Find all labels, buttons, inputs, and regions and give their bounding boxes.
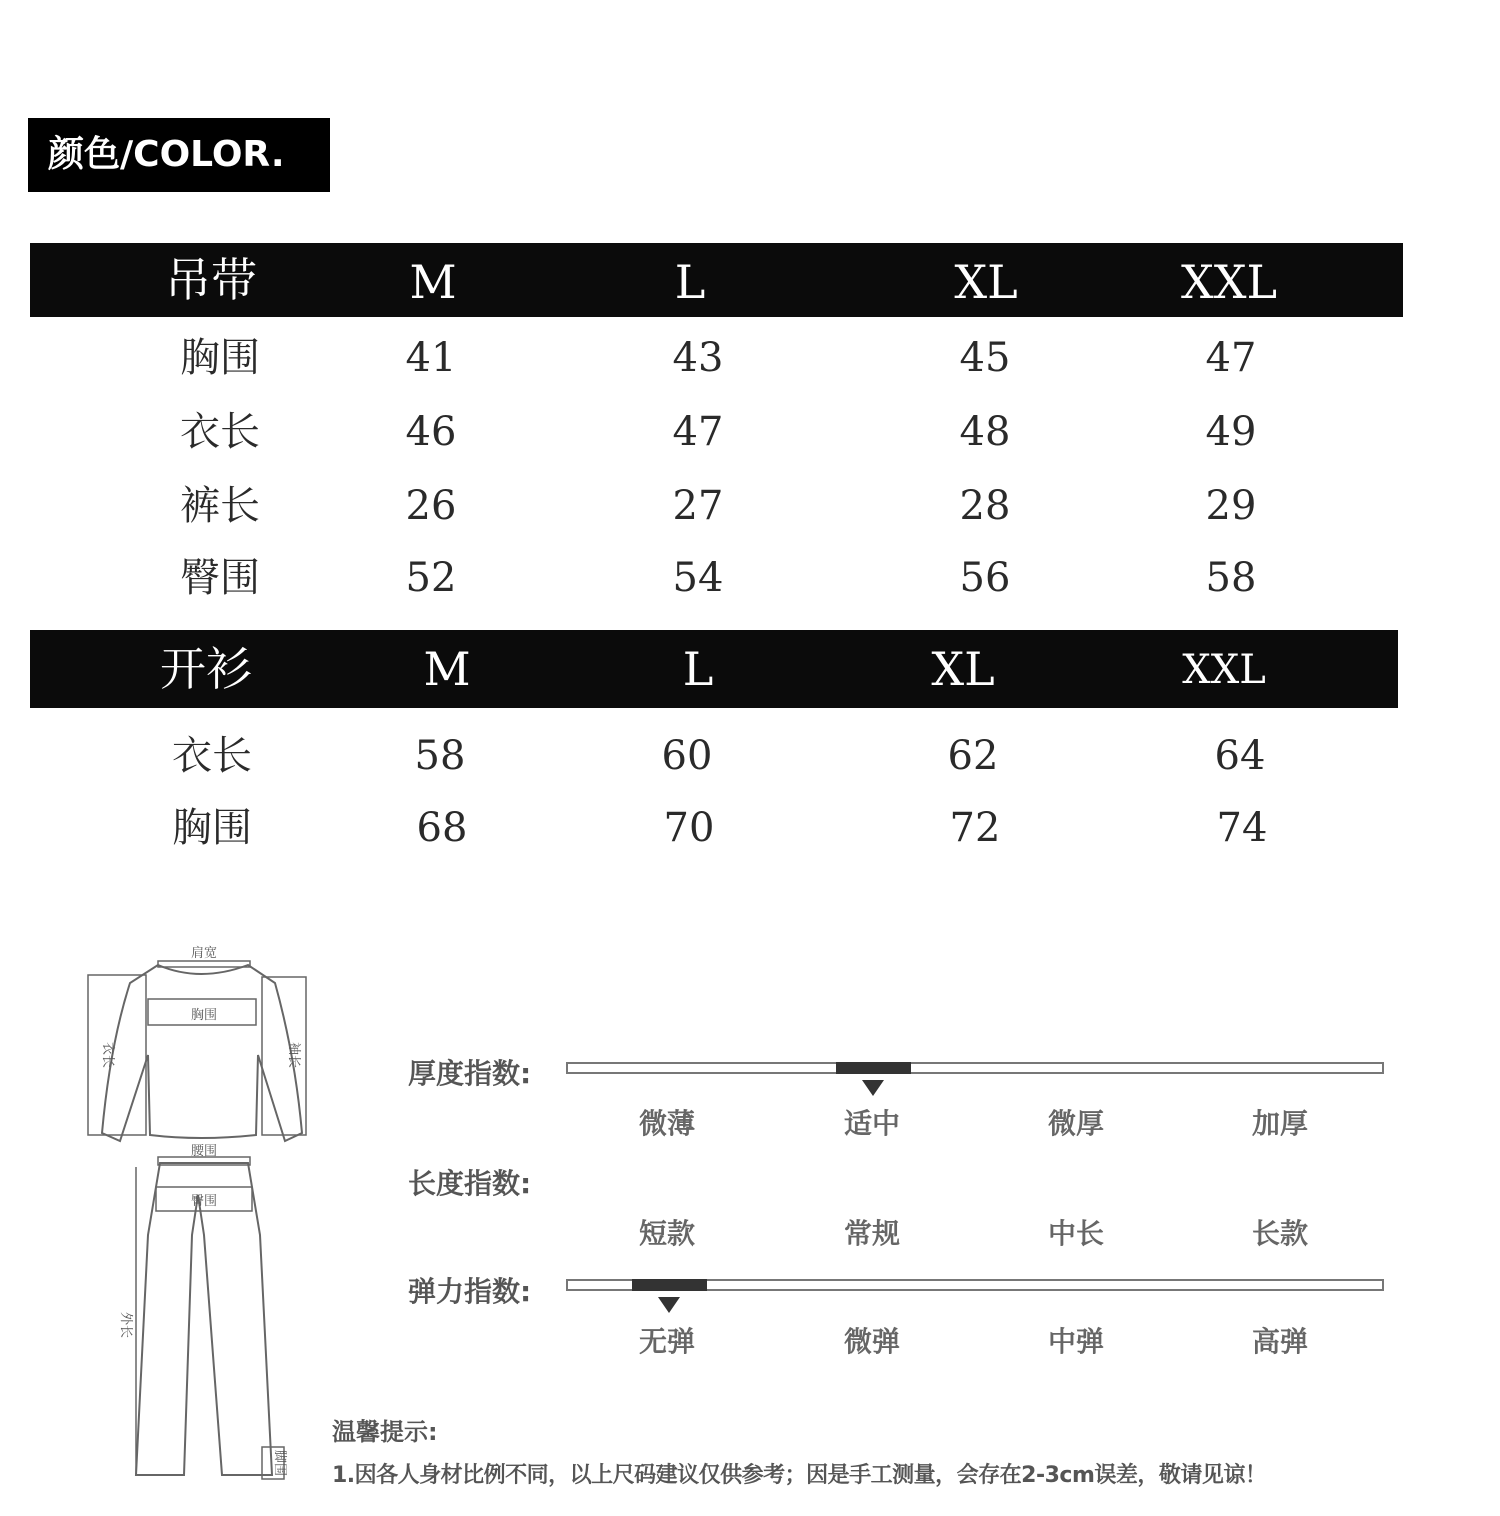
- strap-row-label: 臀围: [180, 555, 260, 601]
- cardigan-cell: 68: [416, 805, 468, 851]
- thickness-option: 加厚: [1251, 1107, 1309, 1140]
- elasticity-index-label: 弹力指数:: [408, 1275, 532, 1308]
- elasticity-option: 高弹: [1251, 1325, 1309, 1358]
- cardigan-row-label: 衣长: [172, 733, 252, 779]
- strap-cell: 48: [959, 409, 1011, 455]
- strap-cell: 28: [959, 483, 1011, 529]
- cardigan-cell: 60: [661, 733, 713, 779]
- cardigan-table-header: [30, 630, 1398, 708]
- strap-cell: 26: [405, 483, 457, 529]
- cardigan-header-size-xxl: XXL: [1182, 647, 1266, 693]
- strap-header-size-xxl: XXL: [1180, 255, 1278, 309]
- thickness-option: 微薄: [638, 1107, 696, 1140]
- cardigan-cell: 74: [1216, 805, 1268, 851]
- thickness-pointer-icon: [862, 1080, 884, 1096]
- color-tag: 颜色/COLOR.: [28, 118, 330, 192]
- strap-row-label: 裤长: [180, 483, 260, 529]
- shoulder-label: 肩宽: [190, 946, 218, 961]
- thickness-index-label: 厚度指数:: [408, 1057, 532, 1090]
- sleeve-label: 袖长: [286, 1041, 301, 1069]
- elasticity-pointer-icon: [658, 1297, 680, 1313]
- top-garment-outline: [102, 965, 302, 1141]
- strap-cell: 52: [405, 555, 457, 601]
- leg-opening-label: 脚围: [272, 1449, 287, 1477]
- shoulder-measure-line: [158, 961, 250, 967]
- cardigan-cell: 62: [947, 733, 999, 779]
- strap-cell: 27: [672, 483, 724, 529]
- thickness-scale-bar: [566, 1062, 1384, 1074]
- cardigan-cell: 70: [663, 805, 715, 851]
- cardigan-table-body: [30, 730, 1398, 860]
- strap-cell: 47: [672, 409, 724, 455]
- elasticity-option: 微弹: [843, 1325, 901, 1358]
- strap-cell: 45: [959, 335, 1011, 381]
- elasticity-selected-mark: [632, 1279, 707, 1291]
- outer-length-label: 外长: [118, 1311, 133, 1339]
- length-option: 短款: [638, 1217, 696, 1250]
- waist-label: 腰围: [190, 1144, 218, 1159]
- strap-table-body: [30, 330, 1403, 620]
- length-index-label: 长度指数:: [408, 1167, 532, 1200]
- elasticity-option: 无弹: [638, 1325, 696, 1358]
- cardigan-header-title: 开衫: [160, 642, 252, 696]
- cardigan-cell: 64: [1214, 733, 1266, 779]
- length-option: 中长: [1047, 1217, 1105, 1250]
- elasticity-option: 中弹: [1047, 1325, 1105, 1358]
- strap-cell: 54: [672, 555, 724, 601]
- chest-label: 胸围: [190, 1008, 218, 1023]
- strap-cell: 49: [1205, 409, 1257, 455]
- strap-header-title: 吊带: [165, 253, 257, 307]
- strap-header-size-m: M: [409, 255, 457, 309]
- length-measure-box: [88, 975, 146, 1135]
- strap-cell: 29: [1205, 483, 1257, 529]
- hip-label: 臀围: [190, 1194, 218, 1209]
- strap-cell: 58: [1205, 555, 1257, 601]
- strap-cell: 41: [405, 335, 457, 381]
- strap-header-size-xl: XL: [954, 255, 1018, 309]
- strap-row-label: 衣长: [180, 409, 260, 455]
- tips-title: 温馨提示:: [332, 1418, 438, 1446]
- length-option: 长款: [1251, 1217, 1309, 1250]
- cardigan-header-size-m: M: [423, 642, 471, 696]
- strap-cell: 46: [405, 409, 457, 455]
- cardigan-cell: 58: [414, 733, 466, 779]
- thickness-selected-mark: [836, 1062, 911, 1074]
- cardigan-header-size-xl: XL: [931, 642, 995, 696]
- strap-cell: 47: [1205, 335, 1257, 381]
- length-label: 衣长: [100, 1041, 115, 1069]
- thickness-option: 适中: [843, 1107, 901, 1140]
- strap-table-header: [30, 243, 1403, 317]
- cardigan-cell: 72: [949, 805, 1001, 851]
- tips-line: 1.因各人身材比例不同，以上尺码建议仅供参考；因是手工测量，会存在2-3cm误差，敬请见谅！: [332, 1463, 1267, 1488]
- strap-cell: 56: [959, 555, 1011, 601]
- strap-cell: 43: [672, 335, 724, 381]
- strap-header-size-l: L: [674, 255, 706, 309]
- strap-row-label: 胸围: [180, 335, 260, 381]
- garment-measure-figure: [80, 935, 320, 1495]
- length-option: 常规: [843, 1217, 901, 1250]
- cardigan-row-label: 胸围: [172, 805, 252, 851]
- cardigan-header-size-l: L: [682, 642, 714, 696]
- thickness-option: 微厚: [1047, 1107, 1105, 1140]
